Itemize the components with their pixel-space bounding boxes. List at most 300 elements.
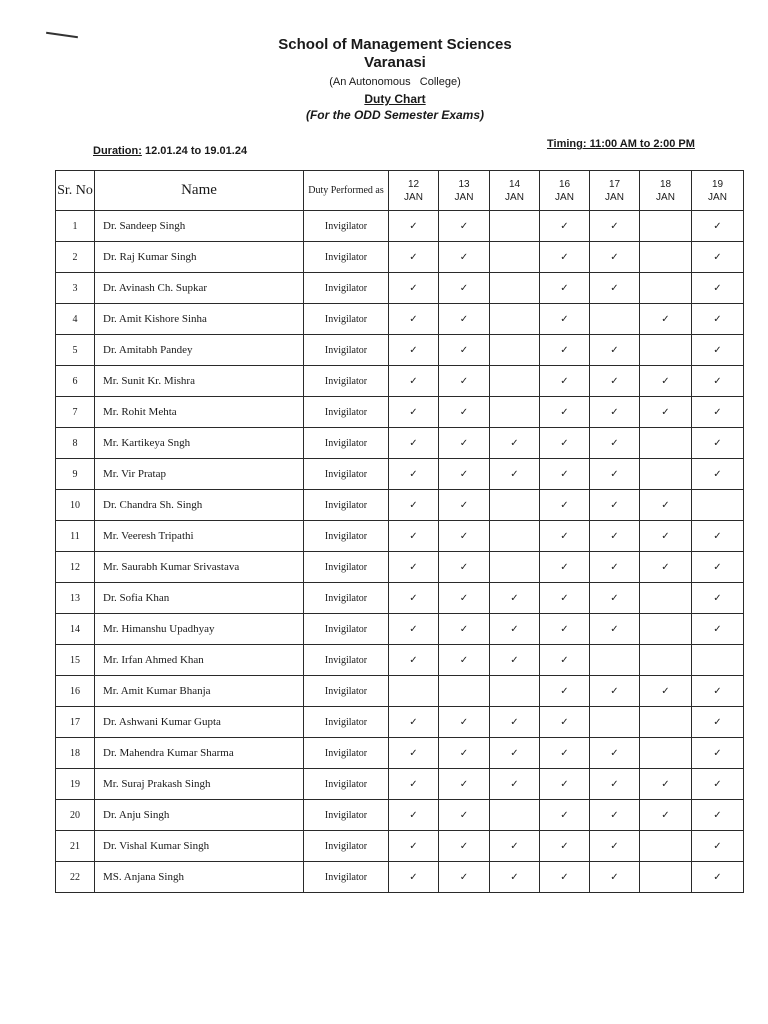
duty-cell [389, 862, 439, 893]
header-day-14: 14 JAN [490, 171, 540, 211]
check-mark-icon: ✓ [610, 220, 619, 232]
check-mark-icon: ✓ [459, 282, 469, 294]
row-duty: Invigilator [304, 583, 389, 614]
duty-chart-table [55, 170, 744, 893]
check-mark-icon: ✓ [713, 530, 722, 542]
duty-cell [692, 831, 744, 862]
row-duty: Invigilator [304, 707, 389, 738]
check-mark-icon: ✓ [459, 530, 469, 542]
check-mark-icon: ✓ [610, 251, 619, 263]
header-day-16: 16 JAN [540, 171, 590, 211]
header-name: Name [95, 171, 304, 211]
duty-cell [540, 459, 590, 490]
check-mark-icon: ✓ [610, 437, 619, 449]
duty-cell [540, 428, 590, 459]
check-mark-icon: ✓ [713, 840, 722, 852]
duty-cell [490, 614, 540, 645]
check-mark-icon: ✓ [713, 623, 722, 635]
row-name: Mr. Sunit Kr. Mishra [95, 366, 304, 397]
row-sr-no: 13 [56, 583, 95, 614]
check-mark-icon: ✓ [409, 406, 418, 418]
check-mark-icon: ✓ [409, 747, 418, 759]
duty-cell [490, 769, 540, 800]
duty-cell [490, 304, 540, 335]
duty-cell [640, 459, 692, 490]
duty-cell [590, 304, 640, 335]
duty-cell [490, 490, 540, 521]
check-mark-icon: ✓ [510, 716, 519, 728]
row-name: Dr. Chandra Sh. Singh [95, 490, 304, 521]
header-day-17: 17 JAN [590, 171, 640, 211]
row-name: Mr. Saurabh Kumar Srivastava [95, 552, 304, 583]
check-mark-icon: ✓ [713, 251, 722, 263]
check-mark-icon: ✓ [713, 809, 722, 821]
duty-cell [540, 366, 590, 397]
header-sr-no: Sr. No [56, 171, 95, 211]
row-sr-no: 22 [56, 862, 95, 893]
duty-cell [439, 831, 490, 862]
duty-cell [692, 583, 744, 614]
duty-cell [590, 552, 640, 583]
row-name: Mr. Amit Kumar Bhanja [95, 676, 304, 707]
check-mark-icon: ✓ [713, 313, 722, 325]
duty-cell [640, 366, 692, 397]
check-mark-icon: ✓ [610, 282, 619, 294]
duty-cell [640, 397, 692, 428]
duty-cell [590, 211, 640, 242]
check-mark-icon: ✓ [560, 623, 569, 635]
duty-cell [439, 769, 490, 800]
check-mark-icon: ✓ [409, 375, 418, 387]
duty-cell [540, 676, 590, 707]
row-duty: Invigilator [304, 428, 389, 459]
table-row [56, 831, 744, 862]
row-name: Dr. Avinash Ch. Supkar [95, 273, 304, 304]
duty-cell [490, 397, 540, 428]
check-mark-icon: ✓ [610, 840, 619, 852]
table-row [56, 490, 744, 521]
table-row [56, 676, 744, 707]
check-mark-icon: ✓ [409, 871, 418, 883]
table-row [56, 366, 744, 397]
table-row [56, 738, 744, 769]
check-mark-icon: ✓ [409, 716, 418, 728]
duty-cell [490, 862, 540, 893]
check-mark-icon: ✓ [560, 344, 569, 356]
duty-cell [490, 211, 540, 242]
duty-cell [389, 428, 439, 459]
check-mark-icon: ✓ [713, 592, 722, 604]
check-mark-icon: ✓ [510, 778, 519, 790]
duty-cell [590, 335, 640, 366]
check-mark-icon: ✓ [713, 344, 722, 356]
duty-cell [692, 614, 744, 645]
check-mark-icon: ✓ [459, 468, 469, 480]
check-mark-icon: ✓ [560, 716, 569, 728]
row-name: Dr. Ashwani Kumar Gupta [95, 707, 304, 738]
duty-cell [540, 304, 590, 335]
duty-cell [439, 552, 490, 583]
duty-cell [640, 645, 692, 676]
duty-cell [692, 335, 744, 366]
check-mark-icon: ✓ [409, 251, 418, 263]
check-mark-icon: ✓ [459, 499, 469, 511]
row-duty: Invigilator [304, 862, 389, 893]
duty-cell [389, 676, 439, 707]
duty-cell [640, 490, 692, 521]
row-duty: Invigilator [304, 335, 389, 366]
row-duty: Invigilator [304, 676, 389, 707]
check-mark-icon: ✓ [560, 871, 569, 883]
duty-cell [590, 614, 640, 645]
duty-cell [540, 397, 590, 428]
header-duty: Duty Performed as [304, 171, 389, 211]
check-mark-icon: ✓ [610, 809, 619, 821]
duty-cell [389, 521, 439, 552]
timing-line: Timing: 11:00 AM to 2:00 PM [547, 138, 695, 150]
row-name: Dr. Sandeep Singh [95, 211, 304, 242]
duty-cell [490, 800, 540, 831]
row-name: Mr. Vir Pratap [95, 459, 304, 490]
table-row [56, 521, 744, 552]
row-sr-no: 3 [56, 273, 95, 304]
check-mark-icon: ✓ [459, 778, 469, 790]
duty-cell [439, 614, 490, 645]
duty-cell [490, 366, 540, 397]
duty-cell [439, 459, 490, 490]
duty-cell [490, 707, 540, 738]
row-name: Mr. Suraj Prakash Singh [95, 769, 304, 800]
check-mark-icon: ✓ [560, 313, 569, 325]
table-row [56, 459, 744, 490]
duty-cell [439, 273, 490, 304]
duty-cell [590, 707, 640, 738]
duty-cell [389, 273, 439, 304]
check-mark-icon: ✓ [560, 406, 569, 418]
duty-cell [640, 583, 692, 614]
duty-cell [389, 366, 439, 397]
duty-cell [540, 335, 590, 366]
duty-cell [389, 304, 439, 335]
table-row [56, 273, 744, 304]
duty-cell [540, 273, 590, 304]
check-mark-icon: ✓ [661, 375, 670, 387]
row-sr-no: 10 [56, 490, 95, 521]
duty-cell [439, 211, 490, 242]
duty-cell [439, 583, 490, 614]
duty-cell [540, 614, 590, 645]
row-sr-no: 4 [56, 304, 95, 335]
row-sr-no: 6 [56, 366, 95, 397]
check-mark-icon: ✓ [610, 747, 619, 759]
duty-cell [389, 211, 439, 242]
check-mark-icon: ✓ [661, 685, 670, 697]
check-mark-icon: ✓ [560, 530, 569, 542]
check-mark-icon: ✓ [409, 282, 418, 294]
duty-cell [540, 707, 590, 738]
check-mark-icon: ✓ [459, 809, 469, 821]
duty-cell [439, 738, 490, 769]
row-name: Mr. Irfan Ahmed Khan [95, 645, 304, 676]
duty-cell [389, 769, 439, 800]
check-mark-icon: ✓ [610, 406, 619, 418]
check-mark-icon: ✓ [560, 468, 569, 480]
check-mark-icon: ✓ [409, 561, 418, 573]
row-sr-no: 8 [56, 428, 95, 459]
check-mark-icon: ✓ [610, 499, 619, 511]
duty-cell [490, 428, 540, 459]
check-mark-icon: ✓ [713, 375, 722, 387]
duty-cell [439, 304, 490, 335]
check-mark-icon: ✓ [510, 623, 519, 635]
duty-cell [640, 831, 692, 862]
duty-cell [640, 273, 692, 304]
row-sr-no: 21 [56, 831, 95, 862]
check-mark-icon: ✓ [459, 592, 469, 604]
duration-value: 12.01.24 to 19.01.24 [144, 145, 248, 157]
check-mark-icon: ✓ [409, 623, 418, 635]
check-mark-icon: ✓ [560, 685, 569, 697]
check-mark-icon: ✓ [560, 840, 569, 852]
check-mark-icon: ✓ [610, 561, 619, 573]
duty-cell [490, 645, 540, 676]
duty-cell [590, 459, 640, 490]
row-duty: Invigilator [304, 645, 389, 676]
duty-cell [590, 490, 640, 521]
table-row [56, 428, 744, 459]
row-duty: Invigilator [304, 738, 389, 769]
row-name: Mr. Kartikeya Sngh [95, 428, 304, 459]
duty-cell [692, 242, 744, 273]
row-duty: Invigilator [304, 490, 389, 521]
duty-cell [692, 769, 744, 800]
duty-cell [692, 707, 744, 738]
document-header [0, 36, 768, 123]
row-duty: Invigilator [304, 242, 389, 273]
duty-cell [590, 583, 640, 614]
duty-cell [490, 335, 540, 366]
duty-cell [692, 490, 744, 521]
duty-cell [389, 800, 439, 831]
row-sr-no: 19 [56, 769, 95, 800]
row-name: Dr. Amit Kishore Sinha [95, 304, 304, 335]
row-sr-no: 12 [56, 552, 95, 583]
check-mark-icon: ✓ [459, 437, 469, 449]
duty-cell [439, 707, 490, 738]
check-mark-icon: ✓ [510, 747, 519, 759]
row-duty: Invigilator [304, 273, 389, 304]
duty-cell [490, 242, 540, 273]
duty-cell [540, 242, 590, 273]
row-name: Dr. Raj Kumar Singh [95, 242, 304, 273]
check-mark-icon: ✓ [409, 778, 418, 790]
check-mark-icon: ✓ [409, 468, 418, 480]
check-mark-icon: ✓ [610, 778, 619, 790]
row-sr-no: 17 [56, 707, 95, 738]
row-name: MS. Anjana Singh [95, 862, 304, 893]
check-mark-icon: ✓ [510, 592, 519, 604]
row-name: Dr. Vishal Kumar Singh [95, 831, 304, 862]
duty-cell [540, 490, 590, 521]
check-mark-icon: ✓ [560, 437, 569, 449]
check-mark-icon: ✓ [560, 778, 569, 790]
duty-cell [439, 490, 490, 521]
duty-cell [590, 800, 640, 831]
row-sr-no: 15 [56, 645, 95, 676]
duty-cell [692, 304, 744, 335]
duty-cell [590, 738, 640, 769]
duty-cell [640, 707, 692, 738]
check-mark-icon: ✓ [459, 220, 469, 232]
duty-cell [439, 521, 490, 552]
school-city: Varanasi [364, 54, 426, 71]
duration-label: Duration: [93, 145, 142, 157]
row-duty: Invigilator [304, 831, 389, 862]
duty-cell [540, 769, 590, 800]
duty-cell [590, 831, 640, 862]
duty-cell [490, 583, 540, 614]
duty-cell [490, 521, 540, 552]
check-mark-icon: ✓ [409, 313, 418, 325]
duty-cell [692, 552, 744, 583]
row-sr-no: 5 [56, 335, 95, 366]
table-body [56, 211, 744, 893]
duty-cell [640, 862, 692, 893]
duty-cell [540, 738, 590, 769]
duty-cell [692, 862, 744, 893]
check-mark-icon: ✓ [560, 282, 569, 294]
duty-cell [439, 366, 490, 397]
row-sr-no: 18 [56, 738, 95, 769]
row-name: Dr. Anju Singh [95, 800, 304, 831]
check-mark-icon: ✓ [409, 220, 418, 232]
school-name: School of Management Sciences [278, 36, 512, 53]
check-mark-icon: ✓ [713, 747, 722, 759]
duty-cell [590, 397, 640, 428]
duty-cell [640, 614, 692, 645]
duty-cell [439, 242, 490, 273]
check-mark-icon: ✓ [560, 561, 569, 573]
check-mark-icon: ✓ [610, 375, 619, 387]
duty-cell [439, 335, 490, 366]
header-day-12: 12 JAN [389, 171, 439, 211]
duty-cell [640, 676, 692, 707]
row-sr-no: 2 [56, 242, 95, 273]
row-sr-no: 16 [56, 676, 95, 707]
duty-cell [389, 583, 439, 614]
check-mark-icon: ✓ [713, 778, 722, 790]
check-mark-icon: ✓ [459, 344, 469, 356]
check-mark-icon: ✓ [713, 871, 722, 883]
table-row [56, 583, 744, 614]
duty-cell [490, 831, 540, 862]
check-mark-icon: ✓ [560, 220, 569, 232]
duty-cell [389, 397, 439, 428]
row-duty: Invigilator [304, 211, 389, 242]
row-sr-no: 1 [56, 211, 95, 242]
duty-cell [692, 428, 744, 459]
check-mark-icon: ✓ [610, 468, 619, 480]
table-row [56, 211, 744, 242]
check-mark-icon: ✓ [713, 282, 722, 294]
check-mark-icon: ✓ [409, 344, 418, 356]
check-mark-icon: ✓ [713, 561, 722, 573]
duty-cell [389, 738, 439, 769]
duty-cell [640, 800, 692, 831]
check-mark-icon: ✓ [661, 778, 670, 790]
duty-cell [490, 459, 540, 490]
check-mark-icon: ✓ [409, 437, 418, 449]
check-mark-icon: ✓ [459, 375, 469, 387]
check-mark-icon: ✓ [459, 561, 469, 573]
check-mark-icon: ✓ [409, 654, 418, 666]
row-name: Mr. Rohit Mehta [95, 397, 304, 428]
duty-cell [540, 800, 590, 831]
check-mark-icon: ✓ [661, 499, 670, 511]
duty-cell [540, 831, 590, 862]
check-mark-icon: ✓ [610, 592, 619, 604]
check-mark-icon: ✓ [459, 251, 469, 263]
header-day-13: 13 JAN [439, 171, 490, 211]
table-row [56, 335, 744, 366]
check-mark-icon: ✓ [560, 809, 569, 821]
check-mark-icon: ✓ [661, 313, 670, 325]
check-mark-icon: ✓ [510, 840, 519, 852]
row-duty: Invigilator [304, 552, 389, 583]
row-sr-no: 11 [56, 521, 95, 552]
check-mark-icon: ✓ [560, 592, 569, 604]
duty-cell [692, 273, 744, 304]
duty-cell [692, 366, 744, 397]
table-row [56, 242, 744, 273]
duty-cell [439, 645, 490, 676]
duty-cell [389, 614, 439, 645]
duty-cell [389, 552, 439, 583]
table-row [56, 614, 744, 645]
duty-cell [590, 862, 640, 893]
check-mark-icon: ✓ [560, 654, 569, 666]
row-duty: Invigilator [304, 800, 389, 831]
check-mark-icon: ✓ [713, 406, 722, 418]
header-day-18: 18 JAN [640, 171, 692, 211]
row-duty: Invigilator [304, 459, 389, 490]
check-mark-icon: ✓ [610, 344, 619, 356]
table-row [56, 769, 744, 800]
table-row [56, 552, 744, 583]
row-duty: Invigilator [304, 769, 389, 800]
duration-line [93, 145, 247, 157]
duty-cell [640, 738, 692, 769]
row-name: Dr. Sofia Khan [95, 583, 304, 614]
table-row [56, 800, 744, 831]
check-mark-icon: ✓ [459, 313, 469, 325]
check-mark-icon: ✓ [610, 871, 619, 883]
duty-cell [490, 552, 540, 583]
check-mark-icon: ✓ [610, 530, 619, 542]
duty-cell [439, 676, 490, 707]
duty-cell [439, 397, 490, 428]
college-status: (An Autonomous College) [329, 76, 461, 88]
duty-cell [692, 676, 744, 707]
row-name: Mr. Himanshu Upadhyay [95, 614, 304, 645]
check-mark-icon: ✓ [510, 468, 519, 480]
check-mark-icon: ✓ [409, 499, 418, 511]
check-mark-icon: ✓ [661, 530, 670, 542]
check-mark-icon: ✓ [560, 251, 569, 263]
check-mark-icon: ✓ [409, 592, 418, 604]
duty-cell [439, 862, 490, 893]
duty-cell [590, 366, 640, 397]
